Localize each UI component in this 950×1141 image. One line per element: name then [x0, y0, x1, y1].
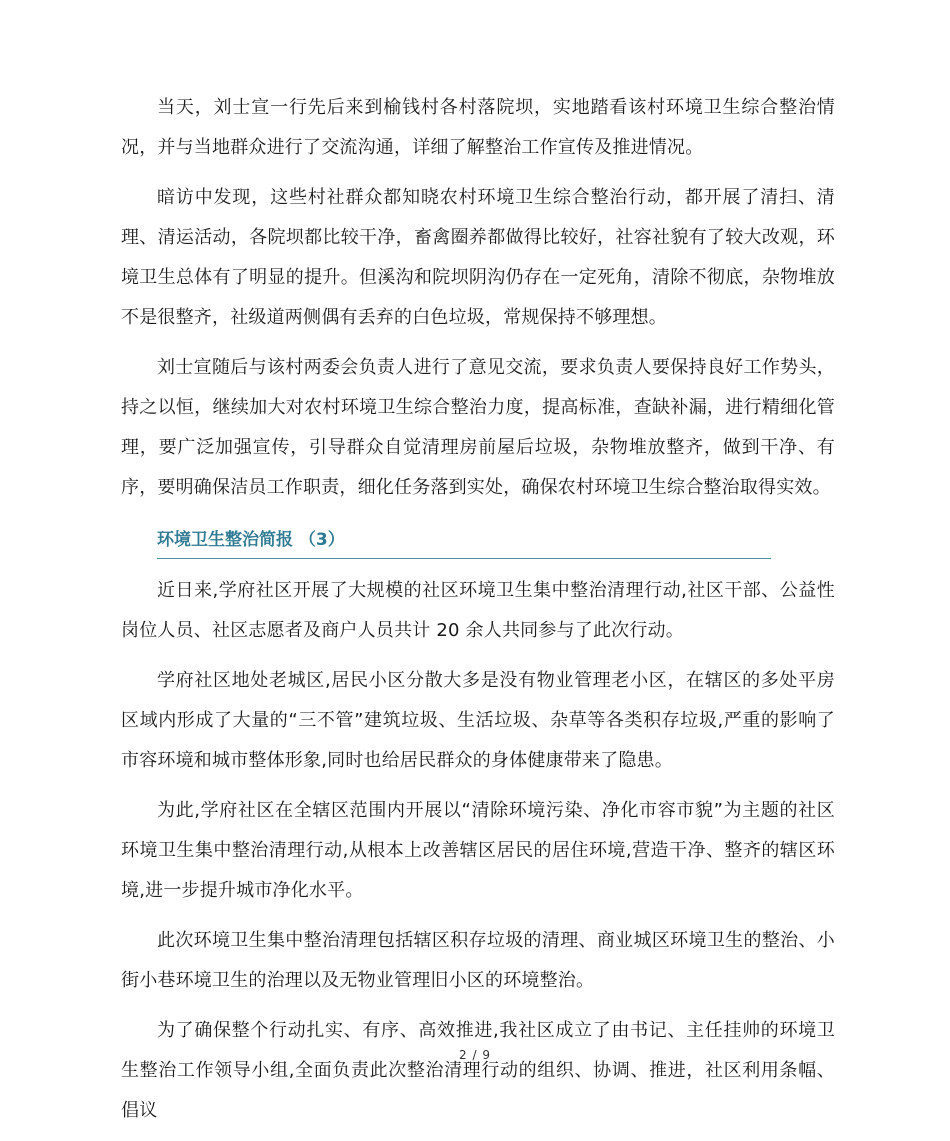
section-heading: 环境卫生整治简报 （3） [157, 526, 771, 559]
paragraph: 为了确保整个行动扎实、有序、高效推进,我社区成立了由书记、主任挂帅的环境卫生整治工作领导小组,全面负责此次整治清理行动的组织、协调、推进，社区利用条幅、倡议 [121, 1020, 835, 1121]
paragraph: 当天，刘士宣一行先后来到榆钱村各村落院坝，实地踏看该村环境卫生综合整治情况，并与当地群众进行了交流沟通，详细了解整治工作宣传及推进情况。 [121, 97, 835, 158]
page-number: 2 / 9 [459, 1048, 491, 1062]
paragraph: 为此,学府社区在全辖区范围内开展以“清除环境污染、净化市容市貌”为主题的社区环境卫生集中整治清理行动,从根本上改善辖区居民的居住环境,营造干净、整齐的辖区环境,进一步提升城市净化水平。 [121, 800, 835, 901]
paragraph: 近日来,学府社区开展了大规模的社区环境卫生集中整治清理行动,社区干部、公益性岗位人员、社区志愿者及商户人员共计 20 余人共同参与了此次行动。 [121, 580, 835, 641]
page-content [121, 88, 835, 1141]
paragraph: 此次环境卫生集中整治清理包括辖区积存垃圾的清理、商业城区环境卫生的整治、小街小巷环境卫生的治理以及无物业管理旧小区的环境整治。 [121, 930, 835, 991]
paragraph: 暗访中发现，这些村社群众都知晓农村环境卫生综合整治行动，都开展了清扫、清理、清运活动，各院坝都比较干净，畜禽圈养都做得比较好，社容社貌有了较大改观，环境卫生总体有了明显的提升。但溪沟和院坝阴沟仍存在一定死角，清除不彻底，杂物堆放不是很整齐，社级道两侧偶有丢弃的白色垃圾，常规保持不够理想。 [121, 187, 835, 328]
paragraph: 学府社区地处老城区,居民小区分散大多是没有物业管理老小区，在辖区的多处平房区域内形成了大量的“三不管”建筑垃圾、生活垃圾、杂草等各类积存垃圾,严重的影响了市容环境和城市整体形象,同时也给居民群众的身体健康带来了隐患。 [121, 670, 835, 771]
paragraph: 刘士宣随后与该村两委会负责人进行了意见交流，要求负责人要保持良好工作势头，持之以恒，继续加大对农村环境卫生综合整治力度，提高标准，查缺补漏，进行精细化管理，要广泛加强宣传，引导群众自觉清理房前屋后垃圾，杂物堆放整齐，做到干净、有序，要明确保洁员工作职责，细化任务落到实处，确保农村环境卫生综合整治取得实效。 [121, 357, 835, 498]
